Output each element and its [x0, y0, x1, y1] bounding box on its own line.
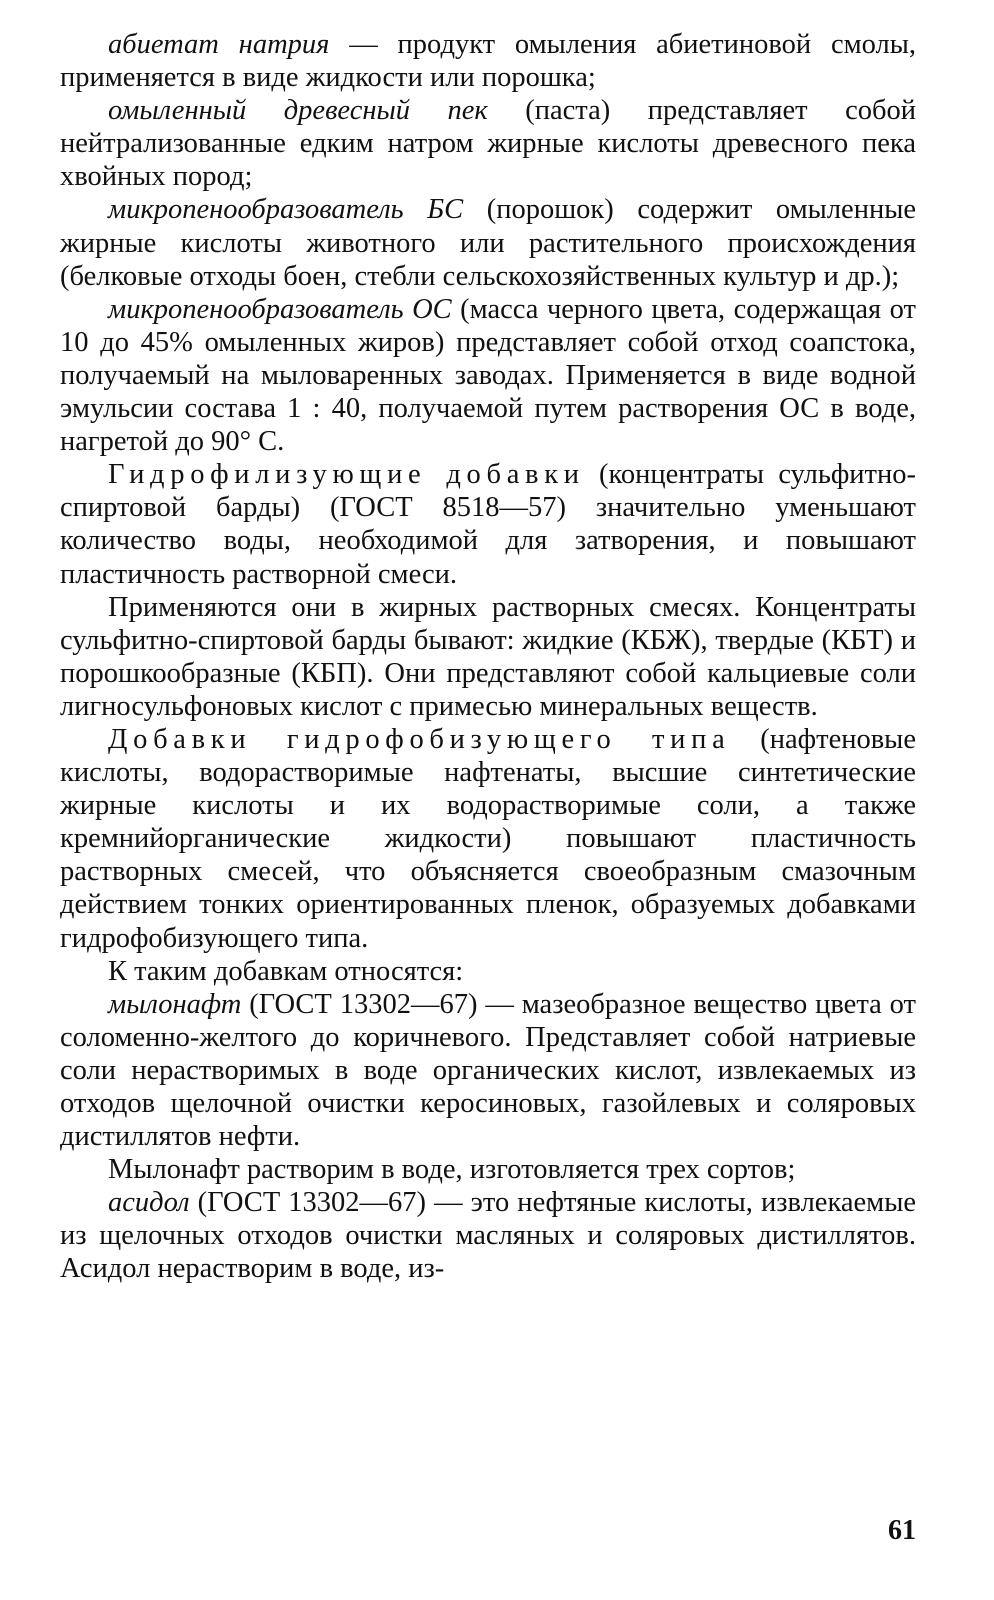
text-abietat: — продукт омыления абиетиновой смолы, применяется в виде жидкости или порошка; — [60, 29, 917, 94]
term-mylonaft: мылонафт — [108, 988, 242, 1020]
heading-hydrophobic: Добавки гидрофобизующего типа — [108, 723, 731, 755]
text-mylonaft: (ГОСТ 13302—67) — мазеобразное вещество цвета от соломенно-желтого до коричневого. Представляет собой натриевые соли нерастворимых в воде органических кислот, извлекаемых из отходов щелочной очистки керосиновых, газойлевых и соляровых дистиллятов нефти. — [60, 988, 916, 1153]
term-bs: микропенообразователь БС — [108, 194, 464, 226]
paragraph-hydrophobic — [60, 723, 916, 955]
paragraph-list-intro: К таким добавкам относятся: — [108, 955, 464, 987]
paragraph-asidol — [60, 1186, 916, 1285]
term-pek: омыленный древесный пек — [108, 95, 488, 127]
text-asidol: (ГОСТ 13302—67) — это нефтяные кислоты, извлекаемые из щелочных отходов очистки масляных и соляровых дистиллятов. Асидол нерастворим в воде, из- — [60, 1187, 916, 1285]
paragraph-hydrophilic — [60, 458, 916, 590]
paragraph-mylonaft — [60, 988, 916, 1153]
heading-hydrophilic: Гидрофилизующие добавки — [108, 459, 585, 491]
paragraph-pek — [60, 94, 916, 193]
paragraph-abietat — [60, 28, 916, 94]
text-os: (масса черного цвета, содержащая от 10 до 45% омыленных жиров) представляет собой отход соапстока, получаемый на мыловаренных заводах. Применяется в виде водной эмульсии состава 1 : 40, получаемой путем растворения ОС в воде, нагретой до 90° С. — [60, 293, 916, 458]
paragraph-concentrates: Применяются они в жирных растворных смесях. Концентраты сульфитно-спиртовой барды бывают: жидкие (КБЖ), твердые (КБТ) и порошкообразные (КБП). Они представляют собой кальциевые соли лигносульфоновых кислот с примесью минеральных веществ. — [60, 591, 916, 722]
text-bs: (порошок) содержит омыленные жирные кислоты животного или растительного происхождения (белковые отходы боен, стебли сельскохозяйственных культур и др.); — [60, 194, 916, 292]
text-hydrophilic: (концентраты сульфитно-спиртовой барды) (ГОСТ 8518—57) значительно уменьшают количество воды, необходимой для затворения, и повышают пластичность растворной смеси. — [60, 459, 916, 590]
term-os: микропенообразователь ОС — [108, 293, 452, 325]
paragraph-bs — [60, 193, 916, 292]
term-asidol: асидол — [108, 1187, 190, 1219]
text-hydrophobic: (нафтеновые кислоты, водорастворимые нафтенаты, высшие синтетические жирные кислоты и их водорастворимые соли, а также кремнийорганические жидкости) повышают пластичность растворных смесей, что объясняется своеобразным смазочным действием тонких ориентированных пленок, образуемых добавками гидрофобизующего типа. — [60, 723, 916, 954]
page-number: 61 — [888, 1515, 916, 1546]
page-body — [60, 28, 916, 1286]
paragraph-mylonaft-sorts: Мылонафт растворим в воде, изготовляется трех сортов; — [108, 1154, 796, 1186]
paragraph-os — [60, 293, 916, 458]
term-abietat: абиетат натрия — [108, 29, 330, 60]
text-pek: (паста) представляет собой нейтрализованные едким натром жирные кислоты древесного пека хвойных пород; — [60, 95, 916, 193]
